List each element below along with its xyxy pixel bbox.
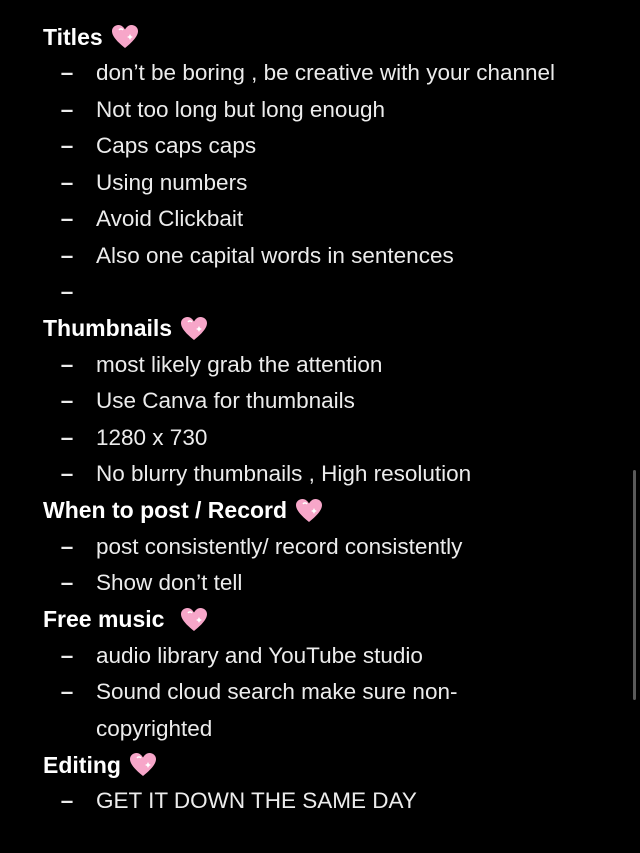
section-heading [43, 747, 640, 783]
list-item: – don’t be boring , be creative with your channel [0, 55, 640, 92]
list-item: – Use Canva for thumbnails [0, 383, 640, 420]
list-item: – Not too long but long enough [0, 92, 640, 129]
dash-bullet: – [60, 570, 74, 595]
section-heading-label: Editing [43, 751, 121, 778]
section-heading [43, 493, 640, 529]
section-thumbnails [0, 311, 640, 493]
dash-bullet: – [60, 96, 74, 122]
dash-bullet: – [60, 424, 74, 450]
list-item: – No blurry thumbnails , High resolution [0, 456, 640, 493]
dash-bullet: – [60, 279, 74, 304]
sparkling-heart-icon [180, 607, 208, 633]
section-heading-label: When to post / Record [43, 497, 288, 523]
section-heading-label: Thumbnails [43, 315, 173, 341]
section-when-to-post [0, 493, 640, 602]
section-heading [43, 311, 640, 347]
list-item-empty [0, 274, 640, 311]
list-item: – Avoid Clickbait [0, 201, 640, 238]
list-item: – audio library and YouTube studio [0, 638, 640, 675]
dash-bullet: – [60, 351, 74, 377]
list-item: – Show don’t tell [0, 565, 640, 602]
dash-bullet: – [60, 242, 74, 268]
section-titles [0, 19, 640, 311]
section-heading [43, 602, 640, 638]
dash-bullet: – [60, 60, 74, 85]
section-heading [43, 19, 640, 55]
section-heading-label: Titles [43, 23, 103, 50]
dash-bullet: – [60, 679, 74, 704]
sparkling-heart-icon [295, 498, 323, 524]
sparkling-heart-icon [180, 316, 208, 342]
section-free-music [0, 602, 640, 748]
dash-bullet: – [60, 206, 74, 231]
sparkling-heart-icon [129, 752, 157, 778]
dash-bullet: – [60, 533, 74, 559]
list-item: – Caps caps caps [0, 128, 640, 165]
section-editing [0, 747, 640, 820]
section-heading-label: Free music [43, 606, 165, 632]
list-item: – post consistently/ record consistently [0, 529, 640, 566]
list-item: – Also one capital words in sentences [0, 238, 640, 275]
scrollbar[interactable] [633, 470, 636, 700]
list-item: – 1280 x 730 [0, 420, 640, 457]
dash-bullet: – [60, 788, 74, 813]
dash-bullet: – [60, 133, 74, 158]
sparkling-heart-icon [111, 24, 139, 50]
dash-bullet: – [60, 461, 74, 486]
list-item: – most likely grab the attention [0, 347, 640, 384]
list-item: – Using numbers [0, 165, 640, 202]
list-item: – GET IT DOWN THE SAME DAY [0, 783, 640, 820]
dash-bullet: – [60, 169, 74, 195]
dash-bullet: – [60, 388, 74, 413]
notes-content [0, 19, 640, 820]
list-item: – Sound cloud search make sure non-copyrighted [0, 674, 640, 747]
dash-bullet: – [60, 642, 74, 668]
